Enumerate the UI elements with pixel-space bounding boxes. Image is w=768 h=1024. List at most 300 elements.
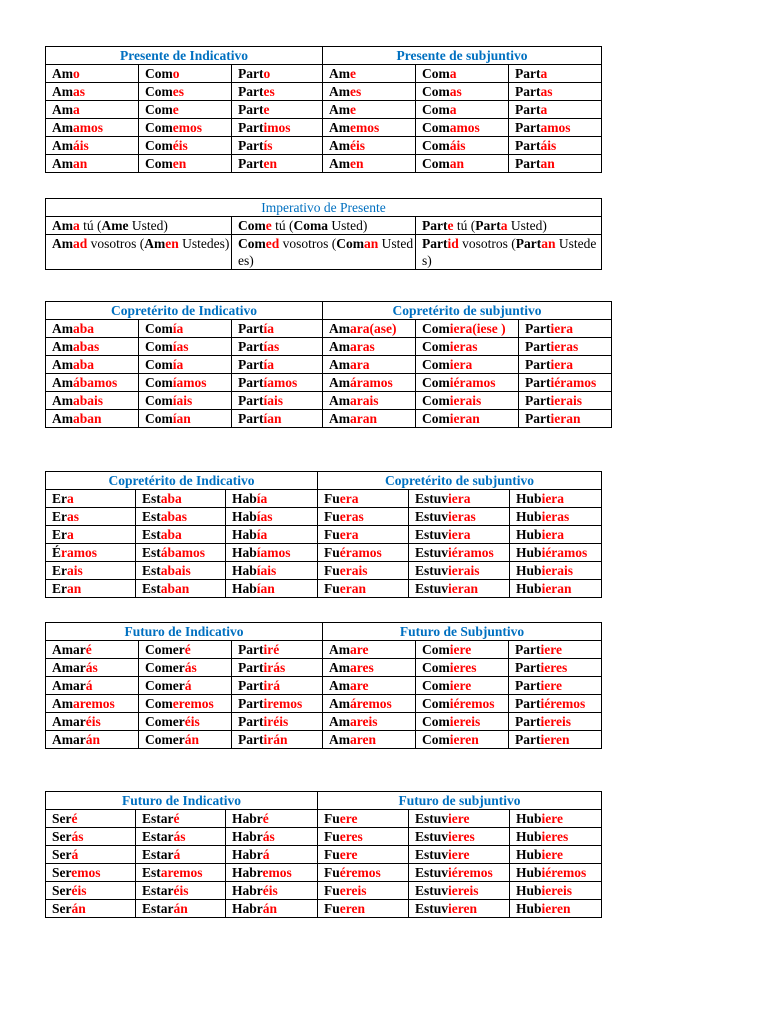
verb-stem: Est [142,865,161,880]
table-cell [323,374,416,392]
table-cell [232,137,323,155]
verb-ending: íamos [256,545,291,560]
verb-ending: ieras [541,509,570,524]
table-cell [139,320,232,338]
table-cell [232,101,323,119]
verb-ending: ieren [448,901,478,916]
table-cell [510,580,602,598]
table-row [46,659,602,677]
verb-stem: Part [238,375,264,390]
verb-stem: Est [142,491,161,506]
table-cell [232,155,323,173]
cell-text: Ustedes) [178,236,230,251]
table-header-cell: Presente de Indicativo [46,47,323,65]
verb-stem: Estuv [415,545,449,560]
verb-ending: é [85,642,92,657]
verb-stem: Hub [516,901,542,916]
table-cell [416,155,509,173]
verb-ending: ían [172,411,191,426]
table-cell [136,810,226,828]
verb-ending: a [67,527,74,542]
table-row [46,828,602,846]
table-cell [226,490,318,508]
table-cell [232,217,416,235]
verb-stem: Am [329,660,351,675]
table-header-cell: Copretérito de Indicativo [46,302,323,320]
verb-stem: Coma [293,218,328,233]
verb-stem: Est [142,581,161,596]
cell-text: vosotros ( [279,236,337,251]
table-cell [416,410,519,428]
verb-stem: Comer [145,678,185,693]
verb-stem: Com [145,357,173,372]
verb-stem: Ser [52,811,72,826]
verb-stem: Hab [232,581,257,596]
verb-stem: Am [329,120,350,135]
verb-ending: án [262,901,278,916]
verb-stem: Hub [516,509,542,524]
table-cell [416,235,602,270]
table-cell [509,83,602,101]
verb-ending: ieran [448,581,479,596]
table-cell [519,356,612,374]
verb-ending: as [540,84,553,99]
table-cell [323,65,416,83]
verb-stem: Estar [142,847,174,862]
verb-ending: ieras [449,339,478,354]
verb-stem: Estuv [415,865,449,880]
table-cell [232,677,323,695]
verb-stem: Part [515,156,541,171]
verb-stem: Amar [52,678,86,693]
verb-ending: ábamos [160,545,206,560]
table-cell [139,101,232,119]
verb-stem: Com [145,156,173,171]
table-row [46,526,602,544]
table-cell [509,65,602,83]
verb-stem: Amar [52,660,86,675]
verb-stem: Am [52,411,73,426]
verb-ending: iere [541,811,564,826]
verb-ending: a [449,66,457,81]
verb-ending: iere [449,642,472,657]
verb-stem: Am [52,120,73,135]
verb-ending: eremos [172,696,214,711]
verb-ending: ábamos [73,375,118,390]
verb-stem: Estuv [415,829,449,844]
verb-stem: Part [515,236,542,251]
verb-stem: Fu [324,509,340,524]
verb-stem: Fu [324,491,340,506]
table-cell [232,119,323,137]
verb-stem: Com [145,321,173,336]
verb-stem: Com [422,660,450,675]
table-cell [46,155,139,173]
verb-stem: Part [238,732,264,747]
verb-ending: án [173,901,188,916]
table-cell [232,374,323,392]
verb-stem: Hub [516,811,542,826]
table-cell [409,900,510,918]
verb-stem: Ser [52,901,72,916]
table-cell [416,217,602,235]
verb-stem: Am [52,138,73,153]
verb-ending: ieres [449,660,477,675]
verb-stem: Part [238,678,264,693]
verb-ending: iereis [541,883,573,898]
verb-stem: Am [52,696,73,711]
verb-ending: a [73,102,80,117]
verb-ending: ere [339,811,358,826]
verb-stem: Am [329,714,351,729]
table-cell [136,544,226,562]
verb-stem: Estuv [415,527,449,542]
table-cell [510,846,602,864]
verb-ending: aba [160,527,182,542]
verb-ending: eran [339,581,367,596]
table-cell [409,562,510,580]
table-cell [46,731,139,749]
table-cell [510,562,602,580]
verb-ending: aba [73,321,95,336]
verb-ending: a [500,218,508,233]
table-row [46,137,602,155]
table-cell [416,731,509,749]
table-cell [318,490,409,508]
verb-ending: a [67,491,74,506]
table-cell [416,695,509,713]
verb-stem: Part [238,138,264,153]
verb-ending: ía [263,357,274,372]
table-cell [509,101,602,119]
verb-stem: Estuv [415,491,449,506]
table-cell [136,508,226,526]
verb-ending: emos [350,120,380,135]
verb-ending: ieres [448,829,475,844]
verb-ending: ís [263,138,273,153]
table-header-cell: Imperativo de Presente [46,199,602,217]
table-header-cell: Futuro de Indicativo [46,623,323,641]
verb-stem: Estuv [415,581,449,596]
verb-stem: Est [142,527,161,542]
verb-ending: as [449,84,462,99]
verb-stem: Part [238,660,264,675]
table-cell [323,392,416,410]
table-cell [226,526,318,544]
verb-ending: ía [256,491,268,506]
table-cell [139,137,232,155]
table-cell [510,508,602,526]
verb-stem: Am [329,411,351,426]
table-cell [46,882,136,900]
verb-stem: Am [329,66,350,81]
table-cell [318,828,409,846]
table-cell [510,526,602,544]
table-cell [46,641,139,659]
table-header-cell: Futuro de subjuntivo [318,792,602,810]
verb-stem: Com [422,66,450,81]
verb-stem: Fu [324,811,340,826]
verb-ending: éis [184,714,200,729]
table-header-row [46,623,602,641]
verb-ending: iera [541,491,565,506]
table-cell [323,356,416,374]
table-cell [509,155,602,173]
verb-stem: Com [422,732,450,747]
verb-ending: ía [172,357,184,372]
table-cell [232,392,323,410]
verb-stem: Com [145,66,173,81]
table-cell [416,713,509,731]
verb-ending: a [449,102,457,117]
verb-stem: Com [422,339,450,354]
verb-ending: iéremos [541,865,587,880]
table-cell [323,731,416,749]
verb-stem: Est [142,545,161,560]
verb-ending: iera [448,491,471,506]
table-row [46,641,602,659]
verb-ending: áis [540,138,557,153]
verb-stem: Ser [52,883,72,898]
table-cell [46,900,136,918]
cell-text: Usted) [128,218,168,233]
verb-stem: Am [52,357,73,372]
verb-ending: iéramos [541,545,588,560]
verb-stem: Est [142,563,161,578]
verb-ending: en [165,236,179,251]
table-cell [509,137,602,155]
table-row [46,101,602,119]
table-cell [323,137,416,155]
verb-ending: iera [449,357,473,372]
verb-ending: imos [263,120,291,135]
table-cell [46,235,232,270]
verb-ending: en [172,156,187,171]
table-cell [409,882,510,900]
verb-stem: Habr [232,847,263,862]
table-cell [46,508,136,526]
table-cell [323,83,416,101]
verb-ending: iéramos [550,375,597,390]
verb-ending: é [262,811,269,826]
verb-stem: Part [515,138,541,153]
verb-ending: an [67,581,82,596]
table-cell [226,580,318,598]
verb-stem: Habr [232,829,263,844]
table-row [46,65,602,83]
table-row [46,83,602,101]
table-header-cell: Futuro de Subjuntivo [323,623,602,641]
table-row [46,338,612,356]
verb-ending: iere [449,678,472,693]
verb-stem: Er [52,491,67,506]
verb-stem: Com [145,696,173,711]
verb-ending: á [85,678,93,693]
verb-ending: ereis [339,883,367,898]
verb-stem: Part [525,411,551,426]
verb-stem: Part [525,357,551,372]
verb-ending: es [263,84,275,99]
verb-stem: Hub [516,563,542,578]
verb-ending: á [173,847,181,862]
verb-stem: Com [145,393,173,408]
table-cell [226,508,318,526]
verb-ending: ramos [61,545,98,560]
verb-stem: Am [329,156,350,171]
verb-stem: Fu [324,545,340,560]
verb-ending: ieran [449,411,480,426]
verb-stem: Amar [52,642,86,657]
verb-ending: are [350,642,369,657]
table-cell [139,695,232,713]
verb-ending: ás [71,829,84,844]
table-cell [136,562,226,580]
verb-ending: an [540,156,555,171]
verb-ending: ían [256,581,275,596]
verb-ending: an [541,236,556,251]
table-cell [46,544,136,562]
verb-stem: Estuv [415,883,449,898]
verb-ending: éremos [339,865,381,880]
table-cell [136,900,226,918]
table-cell [416,677,509,695]
table-cell [519,410,612,428]
verb-ending: éis [172,138,188,153]
verb-ending: irán [263,732,288,747]
verb-ending: ía [256,527,268,542]
table-cell [323,713,416,731]
table-cell [416,392,519,410]
verb-ending: emos [262,865,292,880]
cell-text: Usted) [507,218,547,233]
table-row [46,410,612,428]
table-row [46,731,602,749]
verb-ending: ieras [448,509,476,524]
verb-ending: iera [550,357,574,372]
verb-stem: Estuv [415,901,449,916]
verb-ending: iera [550,321,574,336]
verb-stem: Com [145,138,173,153]
verb-stem: Com [422,321,450,336]
table-cell [136,882,226,900]
verb-ending: iere [448,847,470,862]
table-header-row [46,792,602,810]
table-header-row [46,47,602,65]
table-cell [323,320,416,338]
table-cell [416,374,519,392]
verb-stem: Fu [324,563,340,578]
verb-stem: Er [52,509,67,524]
verb-ending: á [262,847,270,862]
verb-ending: ares [350,660,374,675]
verb-ending: a [540,102,548,117]
verb-stem: Hab [232,491,257,506]
table-cell [46,83,139,101]
table-cell [232,235,416,270]
verb-stem: Ame [101,218,129,233]
table-cell [318,900,409,918]
verb-ending: ieran [541,581,572,596]
verb-ending: en [263,156,277,171]
table-row [46,155,602,173]
verb-ending: aremos [73,696,115,711]
table-row [46,374,612,392]
table-cell [519,338,612,356]
table-row [46,356,612,374]
table-row [46,846,602,864]
verb-ending: iera [448,527,471,542]
verb-stem: Com [422,375,450,390]
table-copreterito-2 [45,471,602,598]
verb-stem: Habr [232,883,263,898]
table-cell [416,320,519,338]
verb-stem: Com [145,120,173,135]
verb-ending: abais [160,563,191,578]
cell-text: tú ( [79,218,102,233]
verb-ending: ara(ase) [350,321,397,336]
table-cell [232,695,323,713]
cell-text: tú ( [271,218,294,233]
cell-text: Ustedes) [238,236,414,268]
verb-stem: Part [238,156,264,171]
verb-ending: ieren [540,732,570,747]
verb-ending: éis [85,714,101,729]
verb-ending: iéremos [540,696,586,711]
table-header-cell: Copretérito de subjuntivo [323,302,612,320]
verb-ending: erais [339,563,368,578]
table-cell [46,864,136,882]
verb-stem: Am [329,102,350,117]
verb-ending: a [73,218,80,233]
table-cell [139,65,232,83]
table-cell [318,846,409,864]
verb-ending: íamos [172,375,207,390]
verb-stem: Com [422,696,450,711]
table-cell [409,526,510,544]
table-cell [323,410,416,428]
verb-ending: iere [448,811,470,826]
table-cell [318,508,409,526]
table-cell [318,882,409,900]
verb-stem: Fu [324,883,340,898]
verb-ending: íamos [263,375,298,390]
verb-stem: Part [238,120,264,135]
verb-stem: Comer [145,732,185,747]
table-row [46,235,602,270]
table-cell [232,65,323,83]
verb-stem: Com [145,102,173,117]
verb-stem: Fu [324,847,340,862]
table-cell [46,713,139,731]
table-cell [409,810,510,828]
verb-ending: aremos [160,865,203,880]
cell-text: vosotros ( [458,236,516,251]
table-cell [409,846,510,864]
verb-ending: án [71,901,86,916]
table-presente [45,46,602,173]
verb-stem: Com [422,138,450,153]
verb-ending: areis [350,714,378,729]
verb-ending: ais [67,563,83,578]
verb-stem: Am [52,236,73,251]
verb-stem: Part [515,678,541,693]
verb-ending: ás [85,660,98,675]
table-cell [232,713,323,731]
verb-ending: iré [263,642,280,657]
verb-stem: Am [52,321,73,336]
table-futuro-1 [45,622,602,749]
verb-stem: Estuv [415,847,449,862]
